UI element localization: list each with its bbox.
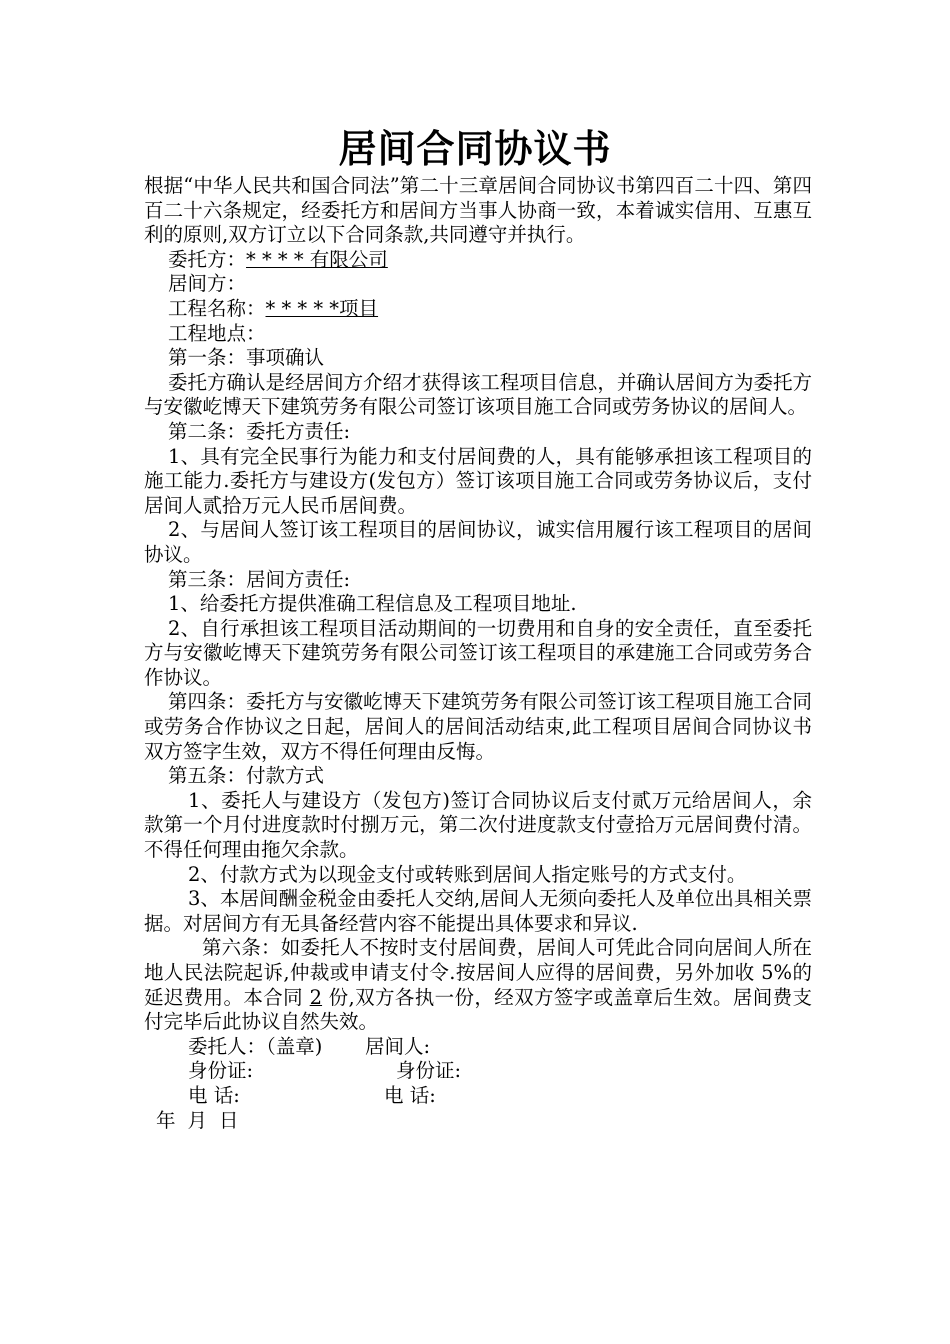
client-id-label: 身份证: bbox=[188, 1059, 254, 1083]
date-month: 月 bbox=[187, 1108, 208, 1132]
date-day: 日 bbox=[219, 1108, 239, 1132]
date-line bbox=[144, 1109, 812, 1134]
article-6-text bbox=[144, 936, 812, 1034]
project-label: 工程名称： bbox=[168, 296, 266, 320]
copies-count: 2 bbox=[309, 985, 323, 1009]
project-value: * * * * *项目 bbox=[265, 296, 379, 320]
article-5-heading: 第五条：付款方式 bbox=[168, 764, 325, 788]
article-2-item-1: 1、具有完全民事行为能力和支付居间费的人，具有能够承担该工程项目的施工能力.委托方与建设方(发包方）签订该项目施工合同或劳务协议后，支付居间人贰拾万元人民币居间费。 bbox=[144, 444, 812, 517]
broker-line bbox=[144, 272, 812, 297]
document-title: 居间合同协议书 bbox=[338, 126, 612, 171]
article-1-text: 委托方确认是经居间方介绍才获得该工程项目信息，并确认居间方为委托方与安徽屹博天下建筑劳务有限公司签订该项目施工合同或劳务协议的居间人。 bbox=[144, 370, 812, 419]
article-5-item-2: 2、付款方式为以现金支付或转账到居间人指定账号的方式支付。 bbox=[188, 862, 747, 886]
broker-phone-label: 电 话: bbox=[384, 1083, 436, 1107]
broker-label: 居间方： bbox=[168, 272, 247, 296]
broker-id-label: 身份证: bbox=[396, 1059, 462, 1083]
article-3-item-1: 1、给委托方提供准确工程信息及工程项目地址. bbox=[168, 592, 577, 616]
site-line bbox=[144, 322, 812, 347]
article-3-item-2: 2、自行承担该工程项目活动期间的一切费用和自身的安全责任，直至委托方与安徽屹博天下建筑劳务有限公司签订该工程项目的承建施工合同或劳务合作协议。 bbox=[144, 616, 812, 689]
signature-id-row bbox=[144, 1059, 812, 1084]
article-6-part-2: 份,双方各执一份，经双方签字或盖章后生效。居间费支付完毕后此协议自然失效。 bbox=[144, 985, 812, 1034]
article-5-item-1: 1、委托人与建设方（发包方)签订合同协议后支付贰万元给居间人，余款第一个月付进度款时付捌万元，第二次付进度款支付壹拾万元居间费付清。不得任何理由拖欠余款。 bbox=[144, 788, 812, 862]
article-1-heading: 第一条：事项确认 bbox=[168, 346, 325, 370]
article-3-heading: 第三条：居间方责任: bbox=[168, 567, 351, 591]
client-label: 委托方： bbox=[168, 247, 247, 271]
article-6-part-1: 第六条：如委托人不按时支付居间费，居间人可凭此合同向居间人所在地人民法院起诉,仲裁或申请支付令.按居间人应得的居间费，另外加收 5%的延迟费用。本合同 bbox=[144, 936, 812, 1009]
intro-paragraph: 根据“中华人民共和国合同法”第二十三章居间合同协议书第四百二十四、第四百二十六条规定，经委托方和居间方当事人协商一致，本着诚实信用、互惠互利的原则,双方订立以下合同条款,共同遵守并执行。 bbox=[144, 174, 812, 247]
client-line bbox=[144, 248, 812, 273]
document-body bbox=[144, 174, 812, 1133]
signature-phone-row bbox=[144, 1084, 812, 1109]
signature-party-row bbox=[144, 1035, 812, 1060]
signature-broker-label: 居间人: bbox=[365, 1034, 431, 1058]
article-5-item-3: 3、本居间酬金税金由委托人交纳,居间人无须向委托人及单位出具相关票据。对居间方有无具备经营内容不能提出具体要求和异议. bbox=[144, 887, 812, 935]
article-2-heading: 第二条：委托方责任: bbox=[168, 419, 351, 443]
article-4-text: 第四条：委托方与安徽屹博天下建筑劳务有限公司签订该工程项目施工合同或劳务合作协议之日起，居间人的居间活动结束,此工程项目居间合同协议书双方签字生效，双方不得任何理由反悔。 bbox=[144, 690, 812, 763]
date-year: 年 bbox=[156, 1108, 176, 1132]
client-value: * * * * 有限公司 bbox=[246, 247, 388, 271]
site-label: 工程地点： bbox=[168, 321, 266, 345]
client-phone-label: 电 话: bbox=[188, 1083, 240, 1107]
article-2-item-2: 2、与居间人签订该工程项目的居间协议，诚实信用履行该工程项目的居间协议。 bbox=[144, 518, 812, 566]
signature-client-label: 委托人：（盖章) bbox=[188, 1034, 323, 1058]
project-line bbox=[144, 297, 812, 322]
